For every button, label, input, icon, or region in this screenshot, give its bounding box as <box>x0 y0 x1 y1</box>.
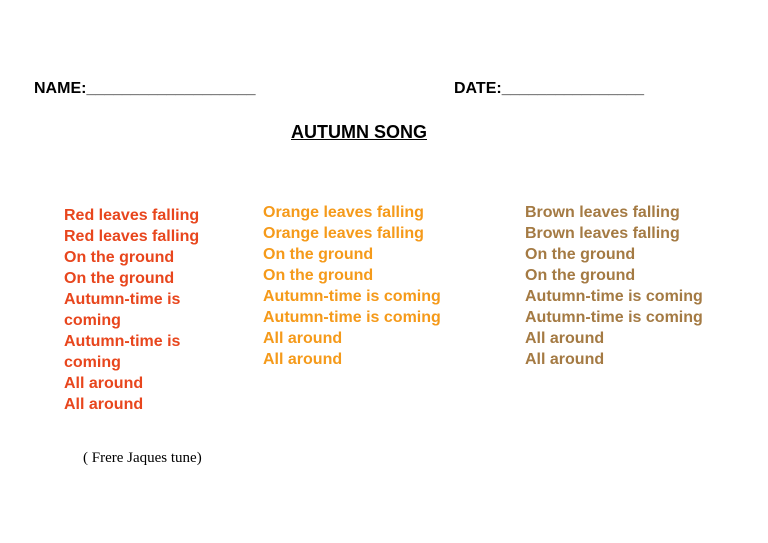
verse-line: Autumn-time is <box>64 333 181 350</box>
verse-line: Red leaves falling <box>64 207 200 224</box>
verse-line: On the ground <box>525 246 636 263</box>
verse-line: Autumn-time is coming <box>263 309 441 326</box>
verse-line: coming <box>64 354 121 371</box>
verse-line: All around <box>263 330 343 347</box>
name-field: NAME:___________________ <box>34 80 256 97</box>
verse-line: coming <box>64 312 121 329</box>
verse-brown-leaves <box>525 202 765 370</box>
page-title: AUTUMN SONG <box>291 122 427 142</box>
verse-line: On the ground <box>263 246 374 263</box>
verse-line: On the ground <box>64 249 175 266</box>
verse-line: Brown leaves falling <box>525 225 680 242</box>
verse-line: All around <box>263 351 343 368</box>
verse-line: On the ground <box>263 267 374 284</box>
verse-line: On the ground <box>64 270 175 287</box>
verse-line: Autumn-time is <box>64 291 181 308</box>
verse-line: Autumn-time is coming <box>525 309 703 326</box>
tune-note: ( Frere Jaques tune) <box>83 450 202 466</box>
verse-line: All around <box>64 396 144 413</box>
verse-line: Autumn-time is coming <box>525 288 703 305</box>
verse-line: Orange leaves falling <box>263 225 424 242</box>
date-field: DATE:________________ <box>454 80 645 97</box>
verse-orange-leaves <box>263 202 503 370</box>
verse-line: Orange leaves falling <box>263 204 424 221</box>
verse-line: All around <box>525 351 605 368</box>
verse-line: Brown leaves falling <box>525 204 680 221</box>
verse-line: All around <box>64 375 144 392</box>
verse-line: Red leaves falling <box>64 228 200 245</box>
verse-line: On the ground <box>525 267 636 284</box>
verse-line: All around <box>525 330 605 347</box>
verse-line: Autumn-time is coming <box>263 288 441 305</box>
verse-red-leaves <box>64 205 239 415</box>
